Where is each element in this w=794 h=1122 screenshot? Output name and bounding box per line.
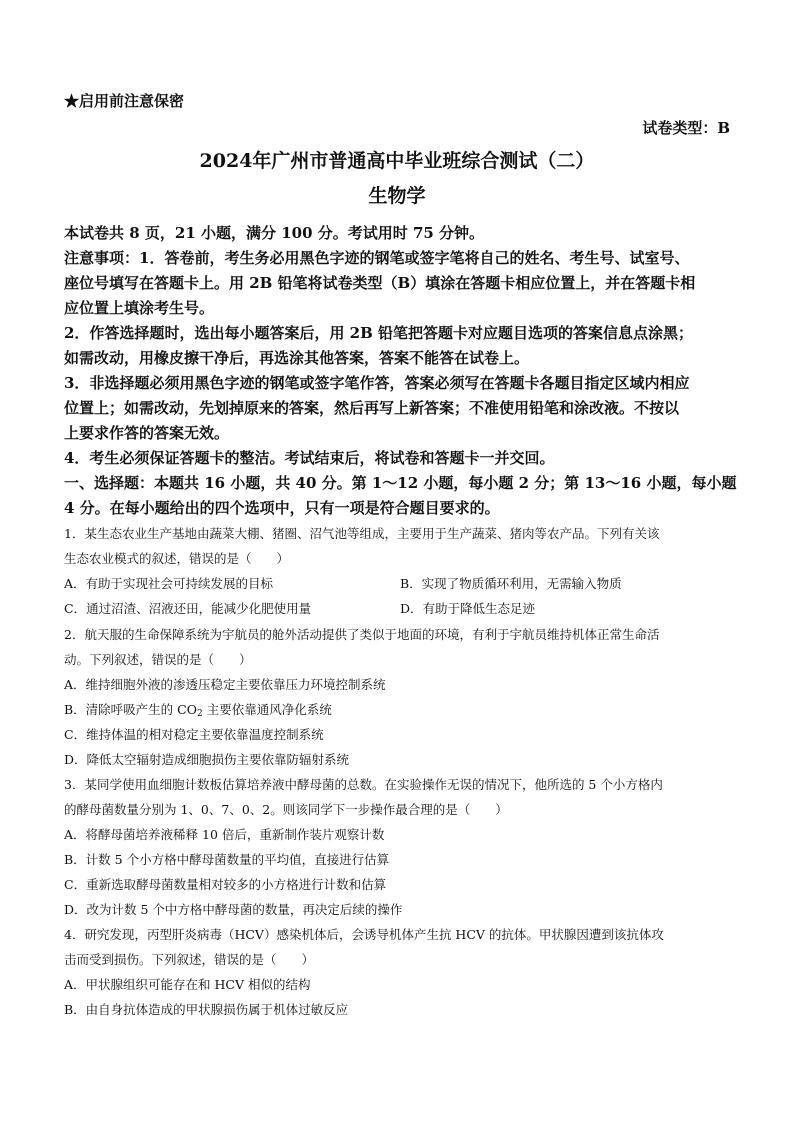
question-1-option-c: C．通过沼渣、沼液还田，能减少化肥使用量 xyxy=(64,601,312,616)
instruction-1-line-3: 应位置上填涂考生号。 xyxy=(64,299,215,317)
question-2-option-d: D．降低太空辐射造成细胞损伤主要依靠防辐射系统 xyxy=(64,752,350,767)
exam-title: 2024年广州市普通高中毕业班综合测试（二） xyxy=(199,150,595,172)
question-1-stem-line-2: 生态农业模式的叙述，错误的是（ ） xyxy=(64,551,290,566)
exam-summary: 本试卷共 8 页，21 小题，满分 100 分。考试用时 75 分钟。 xyxy=(64,224,485,242)
section-1-heading-line-2: 4 分。在每小题给出的四个选项中，只有一项是符合题目要求的。 xyxy=(64,499,500,517)
question-4-option-a: A．甲状腺组织可能存在和 HCV 相似的结构 xyxy=(64,977,311,992)
question-2-option-c: C．维持体温的相对稳定主要依靠温度控制系统 xyxy=(64,727,324,742)
co2-subscript: 2 xyxy=(196,709,203,719)
instruction-3-line-3: 上要求作答的答案无效。 xyxy=(64,424,230,442)
confidential-notice: ★启用前注意保密 xyxy=(64,92,185,110)
question-4-stem-line-2: 击而受到损伤。下列叙述，错误的是（ ） xyxy=(64,952,315,967)
question-1-option-d: D．有助于降低生态足迹 xyxy=(400,601,536,616)
question-3-option-c: C．重新选取酵母菌数量相对较多的小方格进行计数和估算 xyxy=(64,877,387,892)
question-3-stem-line-1: 3．某同学使用血细胞计数板估算培养液中酵母菌的总数。在实验操作无误的情况下，他所选的 5 个小方格内 xyxy=(64,777,663,792)
question-3-option-a: A．将酵母菌培养液稀释 10 倍后，重新制作装片观察计数 xyxy=(64,827,385,842)
question-1-option-a: A．有助于实现社会可持续发展的目标 xyxy=(64,576,274,591)
question-2-stem-line-1: 2．航天服的生命保障系统为宇航员的舱外活动提供了类似于地面的环境，有利于宇航员维持机体正常生命活 xyxy=(64,627,660,642)
subject-title: 生物学 xyxy=(368,185,426,207)
question-2-option-b xyxy=(64,700,332,719)
question-3-stem-line-2: 的酵母菌数量分别为 1、0、7、0、2。则该同学下一步操作最合理的是（ ） xyxy=(64,802,508,817)
instruction-3-line-1: 3．非选择题必须用黑色字迹的钢笔或签字笔作答，答案必须写在答题卡各题目指定区域内相应 xyxy=(64,374,690,392)
question-2-option-b-suffix: 主要依靠通风净化系统 xyxy=(202,702,332,717)
instruction-3-line-2: 位置上；如需改动，先划掉原来的答案，然后再写上新答案；不准使用铅笔和涂改液。不按以 xyxy=(64,399,680,417)
question-1-option-b: B．实现了物质循环利用，无需输入物质 xyxy=(400,576,622,591)
question-2-stem-line-2: 动。下列叙述，错误的是（ ） xyxy=(64,652,252,667)
instruction-1-line-2: 座位号填写在答题卡上。用 2B 铅笔将试卷类型（B）填涂在答题卡相应位置上，并在答题卡相 xyxy=(64,274,696,292)
paper-type: 试卷类型：B xyxy=(642,119,730,137)
question-3-option-b: B．计数 5 个小方格中酵母菌数量的平均值，直接进行估算 xyxy=(64,852,390,867)
instruction-4: 4．考生必须保证答题卡的整洁。考试结束后，将试卷和答题卡一并交回。 xyxy=(64,449,555,467)
instruction-2-line-2: 如需改动，用橡皮擦干净后，再选涂其他答案，答案不能答在试卷上。 xyxy=(64,349,530,367)
question-2-option-b-prefix: B．清除呼吸产生的 CO xyxy=(64,702,197,717)
section-1-heading-line-1: 一、选择题：本题共 16 小题，共 40 分。第 1～12 小题，每小题 2 分；第 13～16 小题，每小题 xyxy=(64,474,737,492)
instruction-2-line-1: 2．作答选择题时，选出每小题答案后，用 2B 铅笔把答题卡对应题目选项的答案信息点涂黑； xyxy=(64,324,694,342)
question-1-stem-line-1: 1．某生态农业生产基地由蔬菜大棚、猪圈、沼气池等组成，主要用于生产蔬菜、猪肉等农产品。下列有关该 xyxy=(64,526,660,541)
question-3-option-d: D．改为计数 5 个中方格中酵母菌的数量，再决定后续的操作 xyxy=(64,902,403,917)
question-2-option-a: A．维持细胞外液的渗透压稳定主要依靠压力环境控制系统 xyxy=(64,677,386,692)
question-4-stem-line-1: 4．研究发现，丙型肝炎病毒（HCV）感染机体后，会诱导机体产生抗 HCV 的抗体。甲状腺因遭到该抗体攻 xyxy=(64,927,664,942)
instruction-1-line-1: 注意事项：1．答卷前，考生务必用黑色字迹的钢笔或签字笔将自己的姓名、考生号、试室号、 xyxy=(64,249,690,267)
question-4-option-b: B．由自身抗体造成的甲状腺损伤属于机体过敏反应 xyxy=(64,1002,349,1017)
